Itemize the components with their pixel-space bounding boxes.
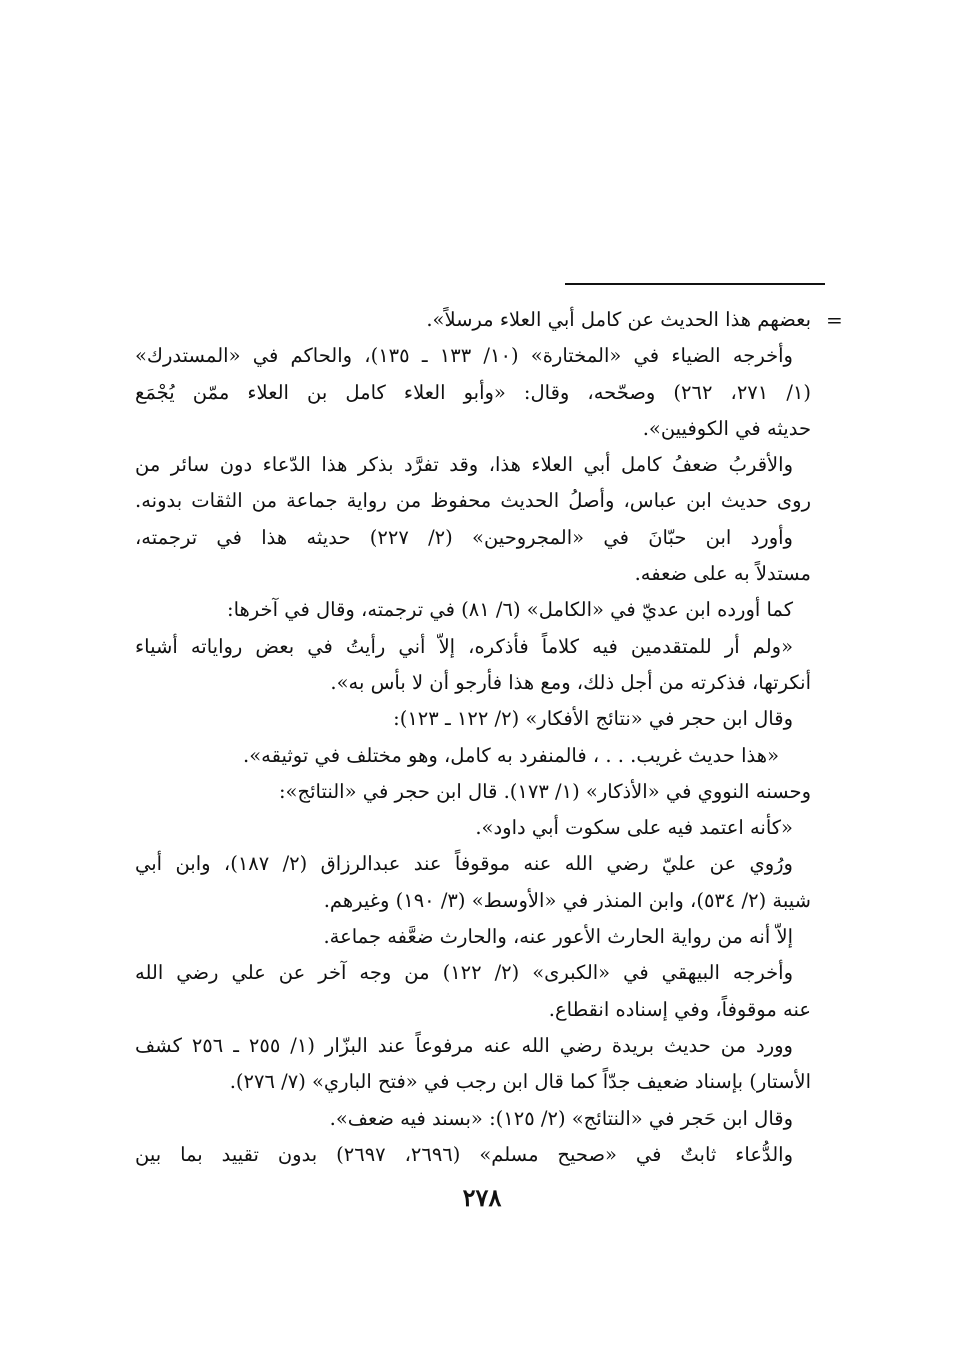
text-line: وقال ابن حجر في «نتائج الأفكار» (٢/ ١٢٢ ـ ١٢٣): <box>393 707 793 731</box>
text-line: وأخرجه البيهقي في «الكبرى» (٢/ ١٢٢) من وجه آخر عن علي رضي الله <box>135 961 793 985</box>
footnote-text <box>135 302 811 1173</box>
text-line: وقال ابن حَجر في «النتائج» (٢/ ١٢٥): «بسند فيه ضعف». <box>329 1106 793 1130</box>
text-line: (١/ ٢٧١، ٢٦٢) وصحّحه، وقال: «وأبو العلاء كامل بن العلاء ممّن يُجْمَع <box>135 380 811 404</box>
text-line: وأورد ابن حبّانَ في «المجروحين» (٢/ ٢٢٧) حديثه هذا في ترجمته، <box>135 525 793 549</box>
text-line: والأقربُ ضعفُ كامل أبي العلاء هذا، وقد تفرَّد بذكر هذا الدّعاء دون سائر من <box>135 453 793 477</box>
text-line: أنكرتها، فذكرته من أجل ذلك، ومع هذا فأرجو أن لا بأس به». <box>330 670 811 694</box>
text-line: ورُوي عن عليّ رضي الله عنه موقوفاً عند عبدالرزاق (٢/ ١٨٧)، وابن أبي <box>135 852 793 876</box>
footnote-continuation-mark: = <box>826 308 843 332</box>
text-line: بعضهم هذا الحديث عن كامل أبي العلاء مرسلاً». <box>426 308 811 331</box>
text-line: وورد من حديث بريدة رضي الله عنه مرفوعاً عند البزّار (١/ ٢٥٥ ـ ٢٥٦ كشف <box>135 1033 793 1057</box>
text-line: كما أورده ابن عديّ في «الكامل» (٦/ ٨١) في ترجمته، وقال في آخرها: <box>227 598 793 622</box>
text-line: «هذا حديث غريب. . . ، فالمنفرد به كامل، وهو مختلف في توثيقه». <box>243 743 779 767</box>
text-line: مستدلاً به على ضعفه. <box>634 562 811 586</box>
footnote-separator-rule <box>565 283 825 285</box>
text-line: «ولم أر للمتقدمين فيه كلاماً فأذكره، إلاّ أني رأيتُ في بعض رواياته أشياء <box>135 634 793 658</box>
page-number: ٢٧٨ <box>462 1183 502 1212</box>
text-line: شيبة (٢/ ٥٣٤)، وابن المنذر في «الأوسط» (٣/ ١٩٠) وغيرهم. <box>323 888 811 912</box>
text-line: إلاّ أنه من رواية الحارث الأعور عنه، والحارث ضعَّفه جماعة. <box>323 925 793 949</box>
text-line: عنه موقوفاً، وفي إسناده انقطاع. <box>548 997 811 1021</box>
text-line: روى حديث ابن عباس، وأصلُ الحديث محفوظ من رواية جماعة من الثقات بدونه. <box>135 489 811 513</box>
text-line: وأخرجه الضياء في «المختارة» (١٠/ ١٣٣ ـ ١٣٥)، والحاكم في «المستدرك» <box>135 344 793 368</box>
text-line: وحسنه النووي في «الأذكار» (١/ ١٧٣). قال ابن حجر في «النتائج»: <box>278 779 811 803</box>
text-line: والدُّعاء ثابتٌ في «صحيح مسلم» (٢٦٩٦، ٢٦٩٧) بدون تقييد بما بين <box>135 1142 793 1166</box>
text-line: «كأنه اعتمد فيه على سكوت أبي داود». <box>475 816 793 840</box>
text-line: حديثه في الكوفيين». <box>642 416 811 440</box>
text-line: الأستار) بإسناد ضعيف جدّاً كما قال ابن رجب في «فتح الباري» (٧/ ٢٧٦). <box>229 1070 811 1094</box>
